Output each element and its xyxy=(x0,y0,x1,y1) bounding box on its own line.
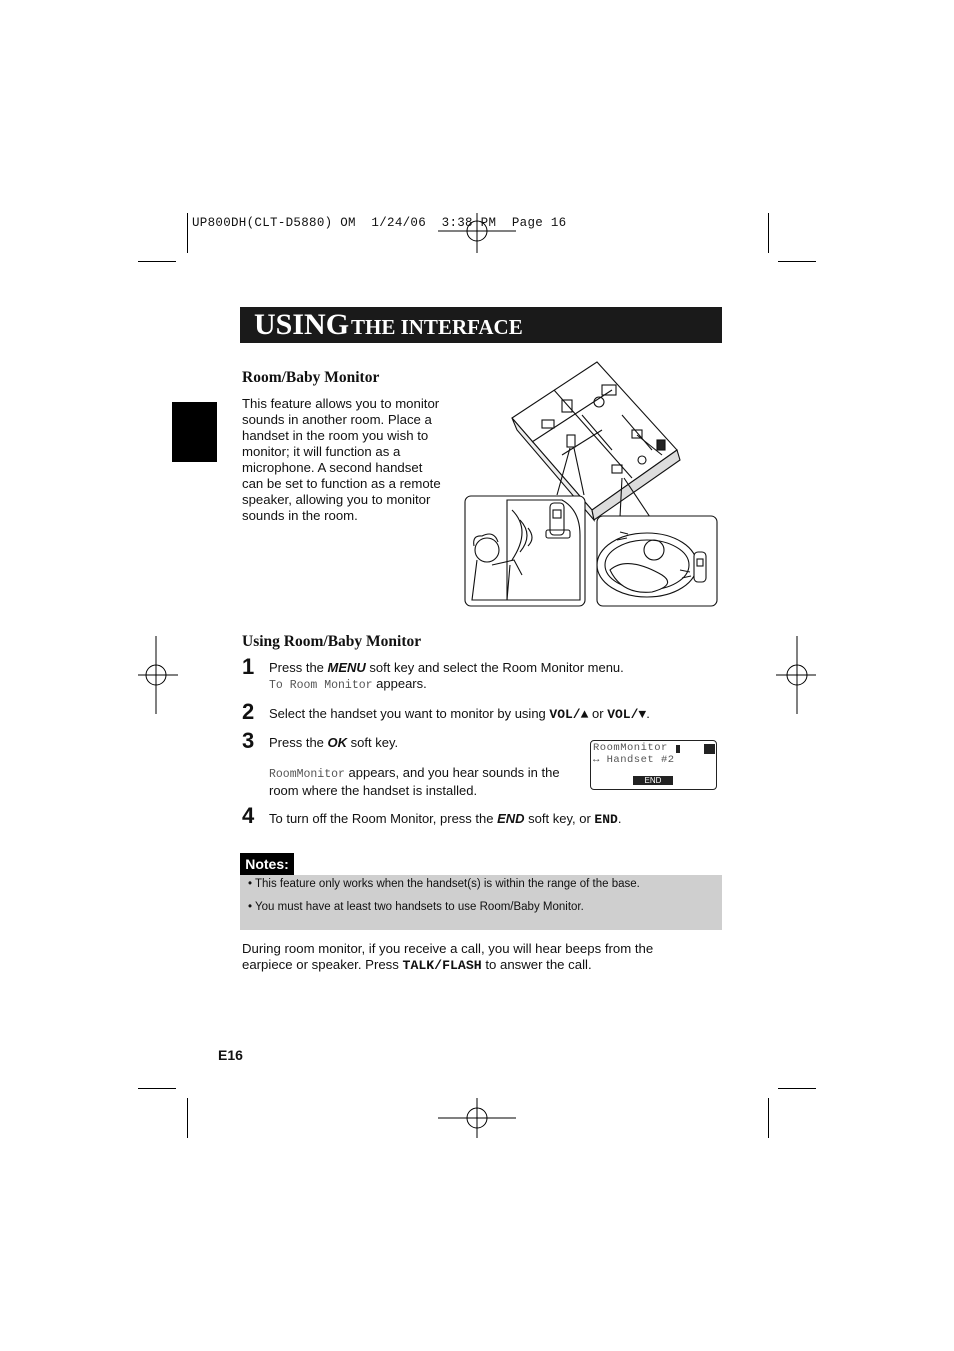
battery-icon xyxy=(704,744,715,754)
end-key-label: END xyxy=(594,812,618,827)
crop-mark xyxy=(778,1088,816,1089)
intro-line: monitor; it will function as a xyxy=(242,444,401,459)
menu-key-label: MENU xyxy=(327,660,366,675)
intro-line: microphone. A second handset xyxy=(242,460,423,475)
step-3-text: Press the OK soft key. RoomMonitor appears, and you hear sounds in the room where the handset is installed. xyxy=(269,735,560,798)
intro-line: sounds in the room. xyxy=(242,508,358,523)
crop-mark xyxy=(768,1098,769,1138)
crop-mark xyxy=(187,213,188,253)
registration-mark-icon xyxy=(776,636,816,714)
intro-line: handset in the room you wish to xyxy=(242,428,429,443)
end-softkey-label: END xyxy=(497,811,525,826)
intro-line: This feature allows you to monitor xyxy=(242,396,440,411)
note-item: • You must have at least two handsets to use Room/Baby Monitor. xyxy=(248,901,584,913)
intro-line: can be set to function as a remote xyxy=(242,476,441,491)
registration-mark-icon xyxy=(138,636,178,714)
vol-up-key-label: VOL/▲ xyxy=(549,707,589,722)
vol-down-key-label: VOL/▼ xyxy=(607,707,647,722)
step-number: 4 xyxy=(242,803,255,828)
crop-mark xyxy=(768,213,769,253)
notes-box xyxy=(240,875,722,930)
section-heading: Room/Baby Monitor xyxy=(242,369,380,386)
intro-paragraph xyxy=(242,396,467,524)
crop-mark xyxy=(138,1088,176,1089)
intro-line: sounds in another room. Place a xyxy=(242,412,432,427)
step-2-text: Select the handset you want to monitor by using VOL/▲ or VOL/▼. xyxy=(269,706,650,722)
talk-flash-key-label: TALK/FLASH xyxy=(402,958,482,973)
lcd-cursor xyxy=(676,745,680,753)
closing-paragraph: During room monitor, if you receive a call, you will hear beeps from the earpiece or speaker. Press TALK/FLASH to answer the call. xyxy=(242,941,654,973)
lcd-text: RoomMonitor xyxy=(269,768,345,781)
step-1-text: Press the MENU soft key and select the Room Monitor menu. To Room Monitor appears. xyxy=(269,660,624,692)
lcd-text: To Room Monitor xyxy=(269,679,373,692)
crop-mark xyxy=(187,1098,188,1138)
intro-line: speaker, allowing you to monitor xyxy=(242,492,431,507)
note-item: • This feature only works when the handset(s) is within the range of the base. xyxy=(248,878,640,890)
registration-mark-icon xyxy=(438,1098,516,1138)
step-number: 3 xyxy=(242,728,255,753)
lcd-softkey-end: END xyxy=(633,776,673,785)
room-monitor-illustration xyxy=(462,360,720,610)
notes-label: Notes: xyxy=(240,853,294,875)
page-title-word2: THE INTERFACE xyxy=(351,315,523,339)
crop-mark xyxy=(778,261,816,262)
page-title-word1: USING xyxy=(254,308,350,341)
page-number: E16 xyxy=(218,1047,243,1063)
chapter-tab xyxy=(172,402,217,462)
lcd-line-1: RoomMonitor xyxy=(593,742,668,754)
lcd-screen xyxy=(590,740,717,790)
step-4-text: To turn off the Room Monitor, press the END soft key, or END. xyxy=(269,811,622,827)
ok-key-label: OK xyxy=(327,735,348,750)
step-number: 1 xyxy=(242,654,255,679)
crop-mark xyxy=(138,261,176,262)
step-number: 2 xyxy=(242,699,255,724)
page-title-bar xyxy=(240,307,722,343)
print-slug: UP800DH(CLT-D5880) OM 1/24/06 3:38 PM Page 16 xyxy=(192,216,567,230)
section-heading: Using Room/Baby Monitor xyxy=(242,633,422,650)
lcd-line-2: ↔ Handset #2 xyxy=(593,754,675,766)
